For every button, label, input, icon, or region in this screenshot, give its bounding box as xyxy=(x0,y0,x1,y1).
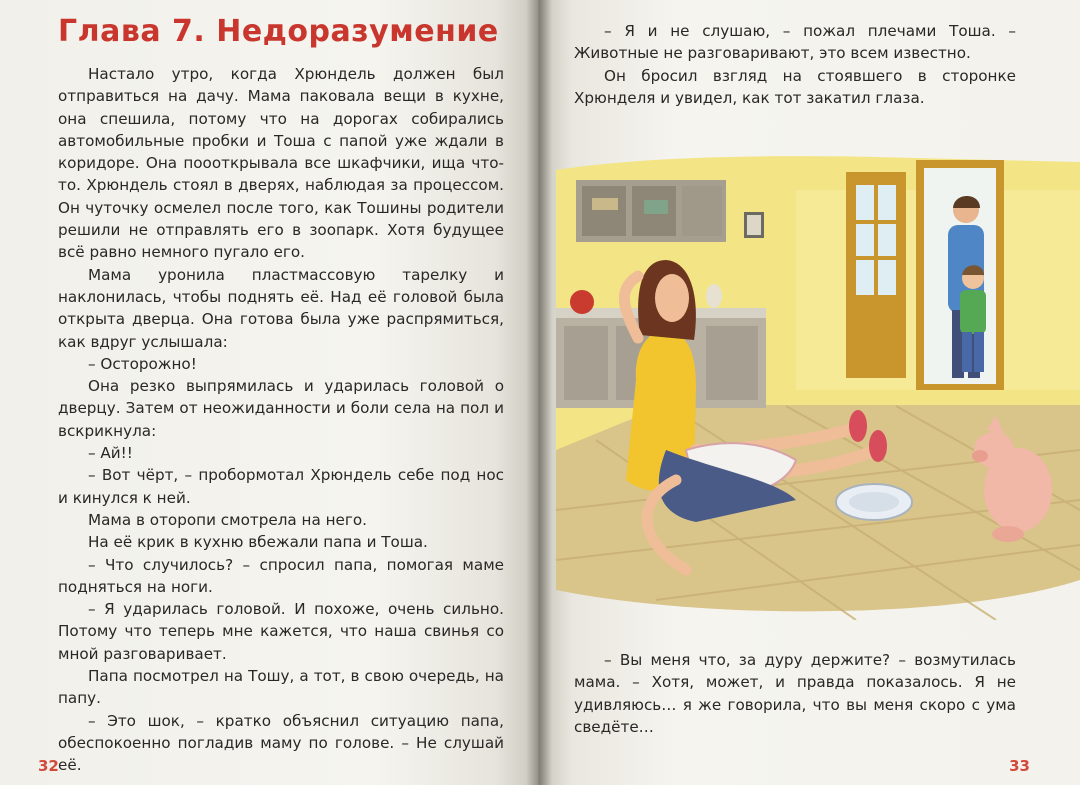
paragraph: – Вы меня что, за дуру держите? – возмутилась мама. – Хотя, может, и правда показалось. Я не удивляюсь… я же говорила, что вы меня скоро с ума сведёте… xyxy=(574,651,1016,736)
right-page-text-top xyxy=(574,20,1016,109)
paragraph: Настало утро, когда Хрюндель должен был отправиться на дачу. Мама паковала вещи в кухне, она спешила, потому что на дорогах собирались автомобильные пробки и Тоша с папой уже ждали в коридоре. Она поооткрывала все шкафчики, ища что-то. Хрюндель стоял в дверях, наблюдая за процессом. Он чуточку осмелел после того, как Тошины родители решили не отправлять его в зоопарк. Хотя будущее всё равно немного пугало его. xyxy=(58,65,504,262)
paragraph: Она резко выпрямилась и ударилась головой о дверцу. Затем от неожиданности и боли села на пол и вскрикнула: xyxy=(58,377,504,440)
kitchen-illustration xyxy=(556,150,1080,620)
left-page xyxy=(0,0,538,785)
paragraph: – Я и не слушаю, – пожал плечами Тоша. – Животные не разговаривают, это всем известно. xyxy=(574,22,1016,63)
paragraph: Он бросил взгляд на стоявшего в сторонке Хрюнделя и увидел, как тот закатил глаза. xyxy=(574,66,1016,107)
book-gutter xyxy=(526,0,552,785)
paragraph: – Что случилось? – спросил папа, помогая маме подняться на ноги. xyxy=(58,555,504,596)
paragraph: Мама в оторопи смотрела на него. xyxy=(88,510,367,529)
page-number-left: 32 xyxy=(38,757,59,775)
paragraph: – Это шок, – кратко объяснил ситуацию папа, обеспокоенно погладив маму по голове. – Не слушай её. xyxy=(58,711,504,775)
paragraph: На её крик в кухню вбежали папа и Тоша. xyxy=(88,533,428,552)
right-page-text-bottom xyxy=(574,649,1016,738)
left-page-text xyxy=(58,63,504,777)
paragraph: – Осторожно! xyxy=(88,354,197,373)
page-number-right: 33 xyxy=(1009,757,1030,775)
chapter-title: Глава 7. Недоразумение xyxy=(58,14,499,49)
paragraph: Папа посмотрел на Тошу, а тот, в свою очередь, на папу. xyxy=(58,667,504,708)
paragraph: – Ай!! xyxy=(88,444,133,463)
paragraph: – Я ударилась головой. И похоже, очень сильно. Потому что теперь мне кажется, что наша свинья со мной разговаривает. xyxy=(58,600,504,663)
paragraph: – Вот чёрт, – пробормотал Хрюндель себе под нос и кинулся к ней. xyxy=(58,466,504,507)
paragraph: Мама уронила пластмассовую тарелку и наклонилась, чтобы поднять её. Над её головой была открыта дверца. Она готова была уже распрямиться, как вдруг услышала: xyxy=(58,265,504,351)
